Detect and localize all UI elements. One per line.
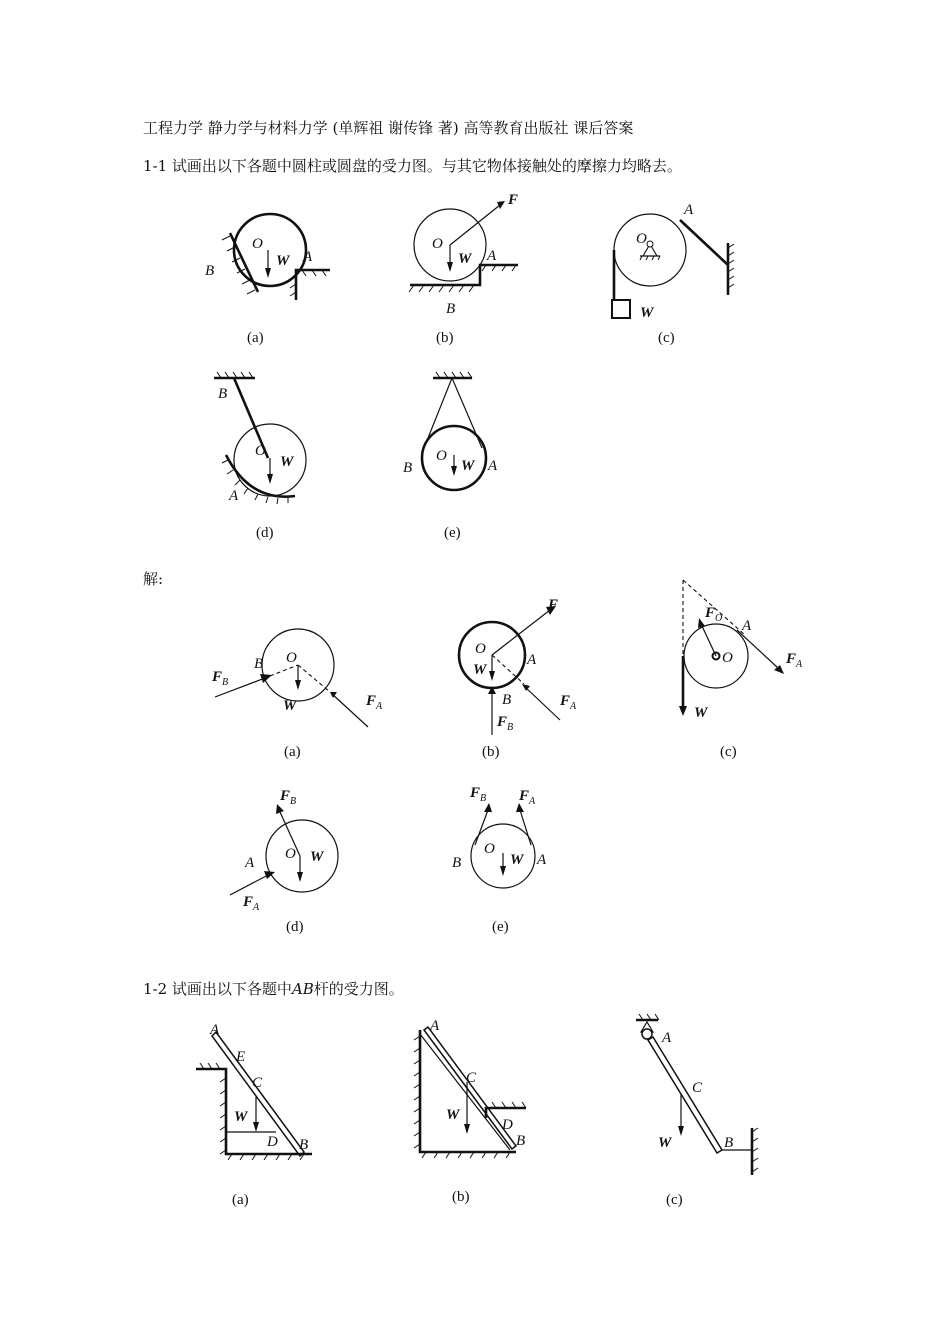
label-sub: B	[290, 796, 297, 807]
label-W: W	[276, 253, 290, 269]
label-A: A	[684, 202, 694, 218]
label-W: W	[446, 1107, 460, 1123]
caption: (c)	[720, 744, 737, 760]
label-W: W	[473, 662, 487, 678]
figure-1-1-d	[210, 365, 310, 540]
label-B: B	[218, 386, 228, 402]
solution-1-1-a	[205, 620, 385, 760]
label-B: B	[516, 1133, 526, 1149]
figure-1-1-e	[400, 365, 510, 540]
solution-1-1-e	[445, 780, 565, 935]
label-D: D	[267, 1134, 278, 1150]
label-B: B	[502, 692, 512, 708]
label-E: E	[236, 1049, 246, 1065]
caption: (b)	[482, 744, 500, 760]
label-B: B	[254, 656, 264, 672]
label-W: W	[461, 458, 475, 474]
label-A: A	[487, 248, 497, 264]
caption: (c)	[666, 1192, 683, 1208]
label-B: B	[205, 263, 215, 279]
label-A: A	[229, 488, 239, 504]
label-O: O	[286, 650, 297, 666]
label-O: O	[252, 236, 263, 252]
label-sub: B	[507, 722, 514, 733]
label-F: F	[705, 605, 716, 621]
label-O: O	[255, 443, 266, 459]
label-W: W	[234, 1109, 248, 1125]
label-F: F	[212, 669, 223, 685]
label-A: A	[430, 1018, 440, 1034]
label-F: F	[470, 785, 481, 801]
caption: (b)	[436, 330, 454, 346]
label-A: A	[245, 855, 255, 871]
label-O: O	[722, 650, 733, 666]
label-F: F	[497, 714, 508, 730]
label-F: F	[243, 894, 254, 910]
label-B: B	[724, 1135, 734, 1151]
caption: (a)	[232, 1192, 249, 1208]
caption: (b)	[452, 1189, 470, 1205]
label-B: B	[452, 855, 462, 871]
label-F: F	[508, 192, 519, 208]
label-F: F	[786, 651, 797, 667]
label-W: W	[640, 305, 654, 321]
label-D: D	[502, 1117, 513, 1133]
label-W: W	[510, 852, 524, 868]
label-W: W	[310, 849, 324, 865]
label-O: O	[636, 231, 647, 247]
figure-1-2-b	[405, 1015, 540, 1205]
caption: (a)	[284, 744, 301, 760]
label-O: O	[436, 448, 447, 464]
figure-1-1-b	[400, 190, 540, 345]
label-F: F	[548, 597, 559, 613]
page-title: 工程力学 静力学与材料力学 (单辉祖 谢传锋 著) 高等教育出版社 课后答案	[143, 119, 634, 137]
label-A: A	[662, 1030, 672, 1046]
label-W: W	[280, 454, 294, 470]
label-sub: A	[570, 701, 577, 712]
label-sub: A	[796, 659, 803, 670]
solution-1-1-c	[630, 575, 810, 760]
label-sub: B	[222, 677, 229, 688]
label-W: W	[658, 1135, 672, 1151]
caption: (d)	[286, 919, 304, 935]
label-W: W	[283, 698, 297, 714]
label-C: C	[252, 1075, 263, 1091]
label-A: A	[742, 618, 752, 634]
solution-label: 解:	[143, 570, 164, 588]
label-sub: A	[376, 701, 383, 712]
label-O: O	[432, 236, 443, 252]
statement-bar-name: AB	[291, 980, 314, 998]
statement-suffix: 杆的受力图。	[313, 980, 404, 998]
label-A: A	[210, 1022, 220, 1038]
caption: (a)	[247, 330, 264, 346]
statement-prefix: 1-2 试画出以下各题中	[143, 980, 292, 998]
label-O: O	[484, 841, 495, 857]
label-B: B	[299, 1137, 309, 1153]
figure-1-2-a	[190, 1015, 330, 1210]
caption: (c)	[658, 330, 675, 346]
label-sub: B	[480, 793, 487, 804]
label-B: B	[446, 301, 456, 317]
problem-1-1-statement: 1-1 试画出以下各题中圆柱或圆盘的受力图。与其它物体接触处的摩擦力均略去。	[143, 157, 682, 175]
label-F: F	[560, 693, 571, 709]
figure-1-1-c	[600, 195, 750, 345]
label-F: F	[280, 788, 291, 804]
label-A: A	[488, 458, 498, 474]
label-A: A	[537, 852, 547, 868]
label-C: C	[466, 1070, 477, 1086]
label-W: W	[458, 251, 472, 267]
label-A: A	[303, 249, 313, 265]
label-sub: O	[715, 613, 723, 624]
label-B: B	[403, 460, 413, 476]
caption: (d)	[256, 525, 274, 541]
label-sub: A	[529, 796, 536, 807]
label-sub: A	[253, 902, 260, 913]
label-O: O	[475, 641, 486, 657]
caption: (e)	[444, 525, 461, 541]
solution-1-1-b	[440, 595, 590, 760]
label-C: C	[692, 1080, 703, 1096]
label-F: F	[519, 788, 530, 804]
solution-1-1-d	[215, 780, 345, 935]
figure-1-2-c	[630, 1010, 770, 1210]
label-O: O	[285, 846, 296, 862]
caption: (e)	[492, 919, 509, 935]
label-W: W	[694, 705, 708, 721]
label-F: F	[366, 693, 377, 709]
problem-1-2-statement	[143, 978, 404, 999]
label-A: A	[527, 652, 537, 668]
figure-1-1-a	[190, 205, 340, 345]
